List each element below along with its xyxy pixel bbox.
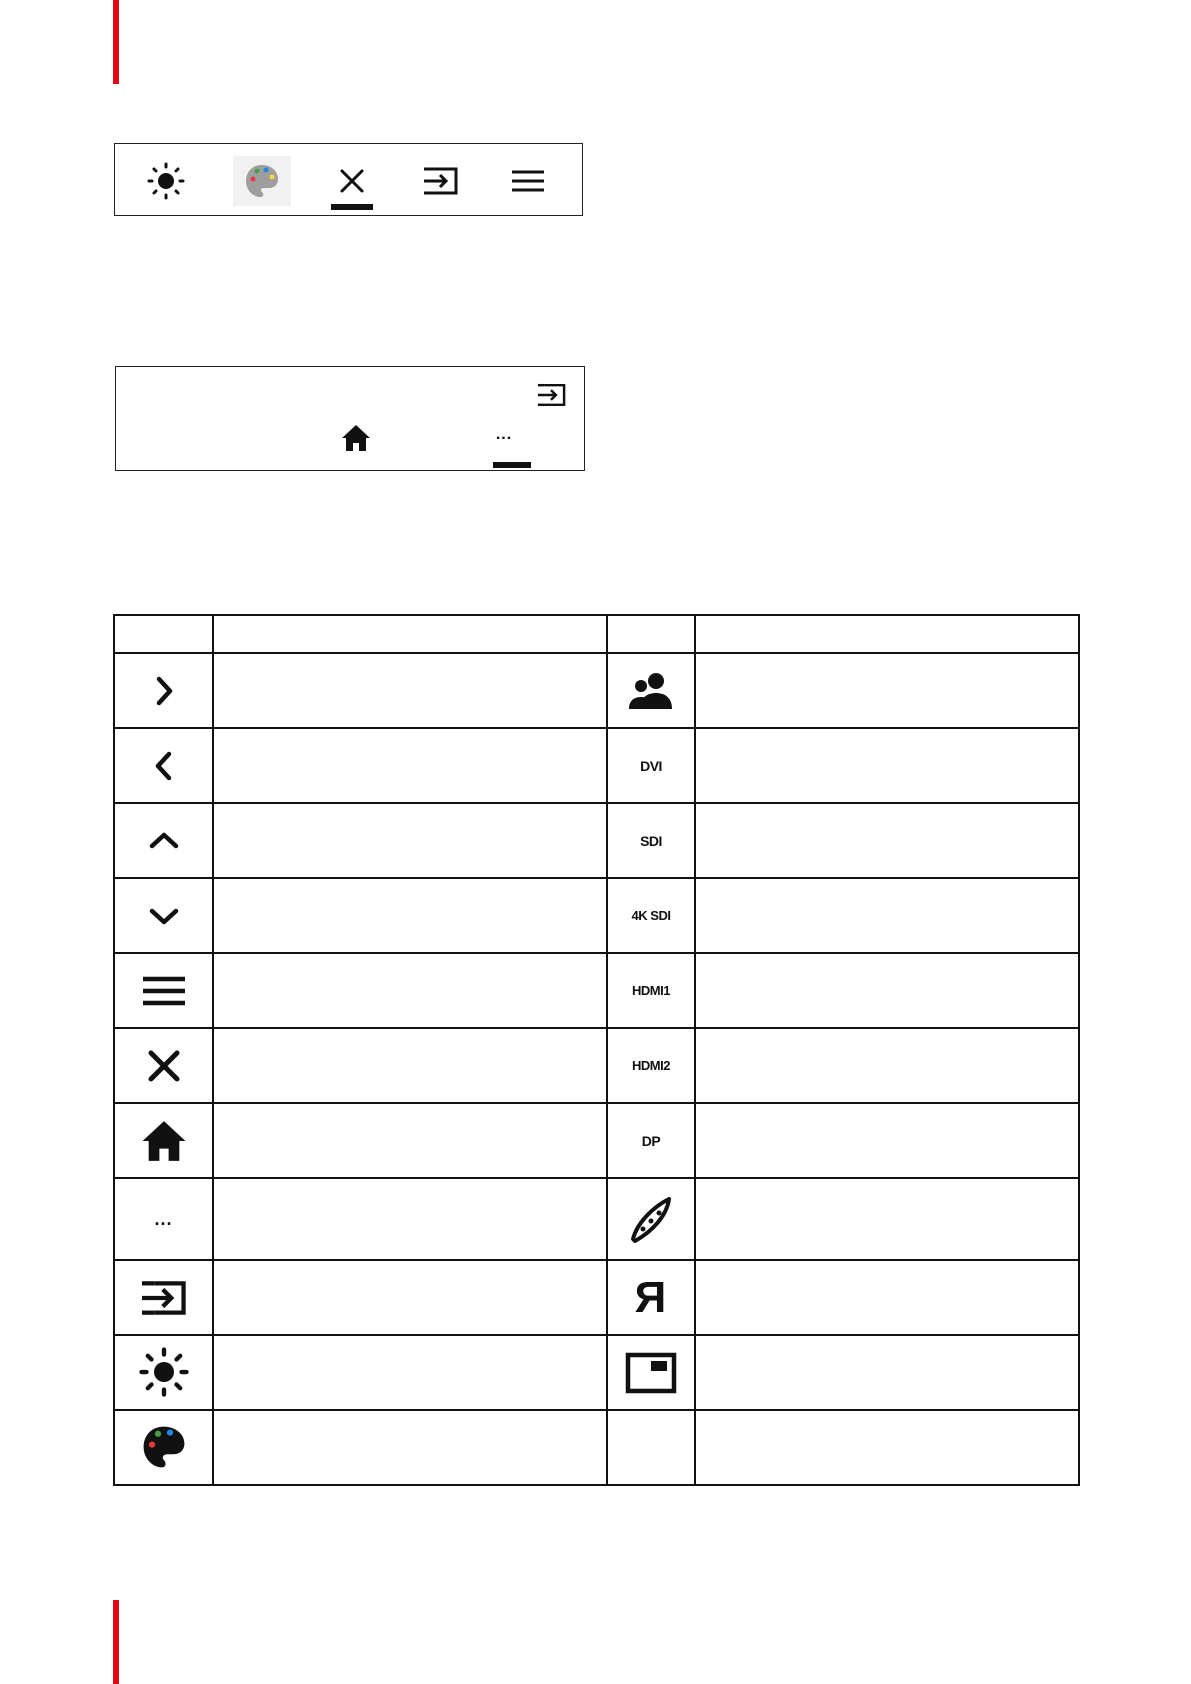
table-row (114, 1028, 1079, 1103)
description-cell (213, 1028, 607, 1103)
table-row (114, 953, 1079, 1028)
description-cell (695, 1260, 1079, 1335)
chevron-down-icon (134, 888, 194, 944)
close-icon (334, 163, 370, 199)
color-button[interactable] (233, 156, 291, 206)
table-row (114, 878, 1079, 953)
menu-button[interactable] (499, 156, 557, 206)
calibration-probe-icon (621, 1191, 681, 1247)
description-cell (213, 1410, 607, 1485)
description-cell (695, 728, 1079, 803)
description-cell (213, 728, 607, 803)
users-icon (621, 663, 681, 719)
brightness-button[interactable] (137, 156, 195, 206)
description-cell (695, 1028, 1079, 1103)
menu-icon (134, 963, 194, 1019)
description-cell (695, 953, 1079, 1028)
chevron-left-icon (134, 738, 194, 794)
close-button[interactable] (323, 156, 381, 206)
menu-icon (508, 166, 548, 196)
description-cell (695, 1410, 1079, 1485)
empty-icon-cell (607, 1410, 695, 1485)
hdmi2-label: HDMI2 (632, 1058, 670, 1073)
table-row (114, 1178, 1079, 1260)
table-row (114, 728, 1079, 803)
hdmi1-label: HDMI1 (632, 983, 670, 998)
osd-home-panel (115, 366, 585, 471)
table-row (114, 1410, 1079, 1485)
input-source-icon (533, 380, 569, 410)
table-row (114, 1260, 1079, 1335)
page-accent-bar-top (113, 0, 119, 84)
color-palette-icon (242, 161, 282, 201)
table-header-cell (695, 615, 1079, 653)
4k-sdi-label: 4K SDI (631, 908, 671, 923)
osd-toolbar (114, 143, 583, 216)
table-row (114, 1335, 1079, 1410)
description-cell (213, 953, 607, 1028)
more-button[interactable] (486, 423, 522, 447)
description-cell (213, 1178, 607, 1260)
table-header-cell (607, 615, 695, 653)
brightness-icon (146, 161, 186, 201)
input-source-icon (134, 1270, 194, 1326)
table-header-cell (213, 615, 607, 653)
input-source-button[interactable] (411, 156, 469, 206)
icon-reference-table (113, 614, 1080, 1486)
flip-r-icon: R (635, 1272, 667, 1322)
description-cell (213, 653, 607, 728)
home-icon (340, 423, 372, 453)
active-tab-indicator (331, 204, 373, 210)
description-cell (695, 1103, 1079, 1178)
table-header-row (114, 615, 1079, 653)
dvi-label: DVI (640, 757, 662, 774)
brightness-icon (134, 1344, 194, 1400)
close-icon (134, 1038, 194, 1094)
description-cell (213, 803, 607, 878)
description-cell (695, 1178, 1079, 1260)
more-icon: ... (495, 426, 513, 443)
description-cell (695, 1335, 1079, 1410)
home-icon (134, 1113, 194, 1169)
description-cell (695, 878, 1079, 953)
table-row (114, 803, 1079, 878)
description-cell (213, 878, 607, 953)
chevron-right-icon (134, 663, 194, 719)
color-palette-icon (134, 1419, 194, 1475)
description-cell (695, 803, 1079, 878)
table-header-cell (114, 615, 213, 653)
picture-in-picture-icon (621, 1345, 681, 1401)
description-cell (695, 653, 1079, 728)
home-button[interactable] (338, 421, 374, 455)
description-cell (213, 1103, 607, 1178)
table-row (114, 1103, 1079, 1178)
active-tab-indicator (493, 462, 531, 468)
more-icon: ... (154, 1208, 173, 1229)
chevron-up-icon (134, 813, 194, 869)
dp-label: DP (641, 1132, 661, 1149)
table-row (114, 653, 1079, 728)
input-source-icon (418, 163, 462, 199)
description-cell (213, 1335, 607, 1410)
sdi-label: SDI (640, 832, 662, 849)
input-source-button[interactable] (531, 378, 571, 412)
page-accent-bar-bottom (113, 1600, 119, 1684)
description-cell (213, 1260, 607, 1335)
